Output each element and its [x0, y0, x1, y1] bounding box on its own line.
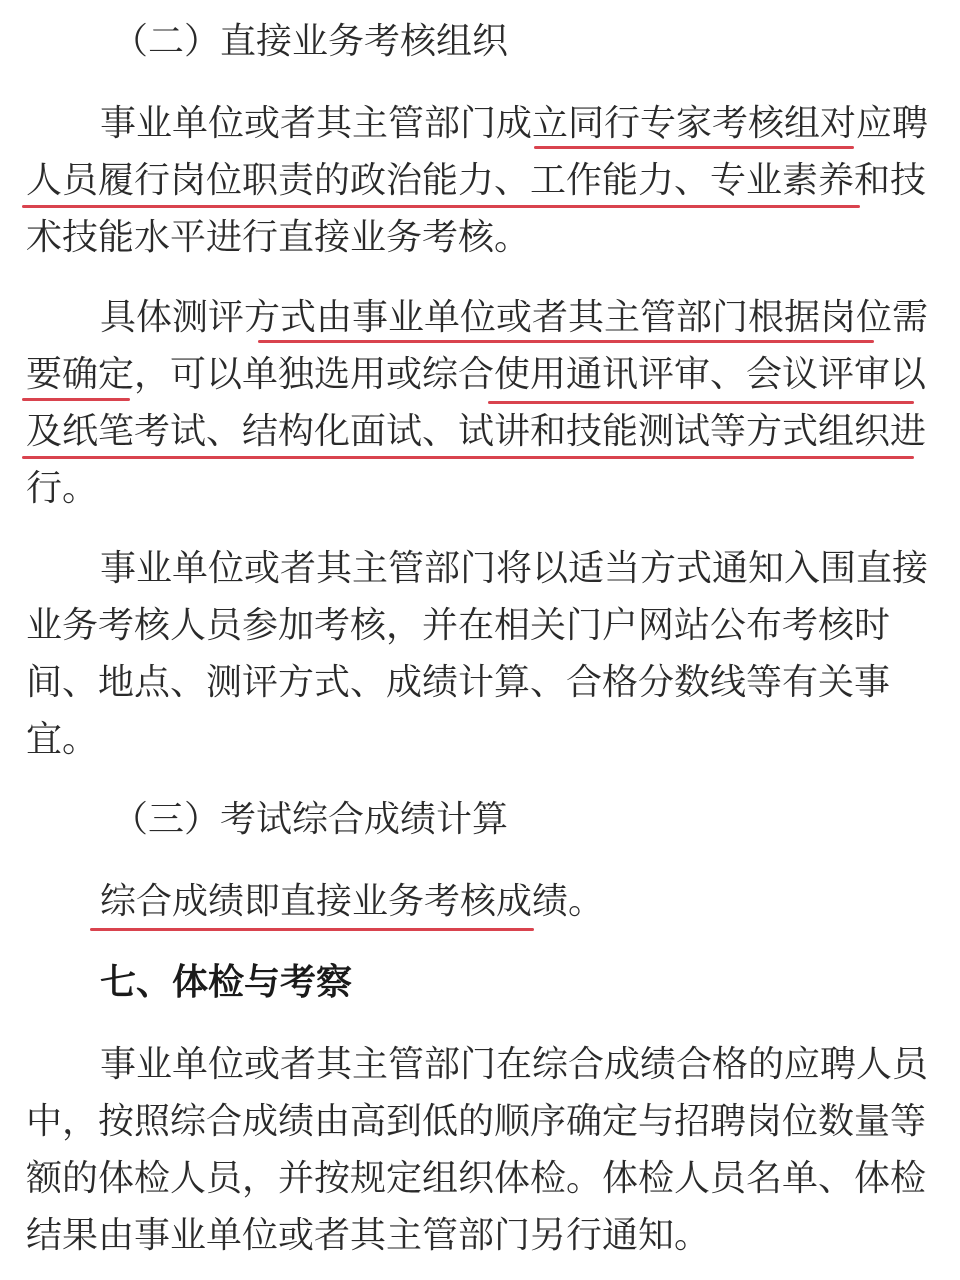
paragraph-line: 术技能水平进行直接业务考核。	[26, 217, 531, 258]
paragraph-line: 综合成绩即直接业务考核成绩。	[100, 881, 605, 922]
highlight-underline	[22, 456, 914, 459]
highlight-underline	[258, 340, 874, 343]
highlight-underline	[22, 398, 130, 401]
paragraph-line: 宜。	[26, 719, 99, 760]
paragraph-line: 人员履行岗位职责的政治能力、工作能力、专业素养和技	[26, 160, 927, 201]
paragraph-line: 具体测评方式由事业单位或者其主管部门根据岗位需	[100, 297, 929, 338]
paragraph-line: 间、地点、测评方式、成绩计算、合格分数线等有关事	[26, 662, 891, 703]
paragraph-line: 额的体检人员，并按规定组织体检。体检人员名单、体检	[26, 1158, 927, 1199]
paragraph-line: 事业单位或者其主管部门在综合成绩合格的应聘人员	[100, 1044, 929, 1085]
paragraph-line: 中，按照综合成绩由高到低的顺序确定与招聘岗位数量等	[26, 1101, 927, 1142]
section-heading-medical-inspection: 七、体检与考察	[100, 962, 353, 1003]
paragraph-line: 结果由事业单位或者其主管部门另行通知。	[26, 1215, 711, 1256]
paragraph-line: 事业单位或者其主管部门成立同行专家考核组对应聘	[100, 103, 929, 144]
highlight-underline	[488, 401, 914, 404]
highlight-underline	[90, 928, 534, 931]
section-heading-score-calculation: （三）考试综合成绩计算	[112, 799, 509, 840]
paragraph-line: 要确定，可以单独选用或综合使用通讯评审、会议评审以	[26, 354, 927, 395]
paragraph-line: 及纸笔考试、结构化面试、试讲和技能测试等方式组织进	[26, 411, 927, 452]
paragraph-line: 业务考核人员参加考核，并在相关门户网站公布考核时	[26, 605, 891, 646]
highlight-underline	[534, 146, 854, 149]
paragraph-line: 行。	[26, 468, 99, 509]
section-heading-direct-assessment: （二）直接业务考核组织	[112, 21, 509, 62]
paragraph-line: 事业单位或者其主管部门将以适当方式通知入围直接	[100, 548, 929, 589]
highlight-underline	[22, 205, 860, 208]
